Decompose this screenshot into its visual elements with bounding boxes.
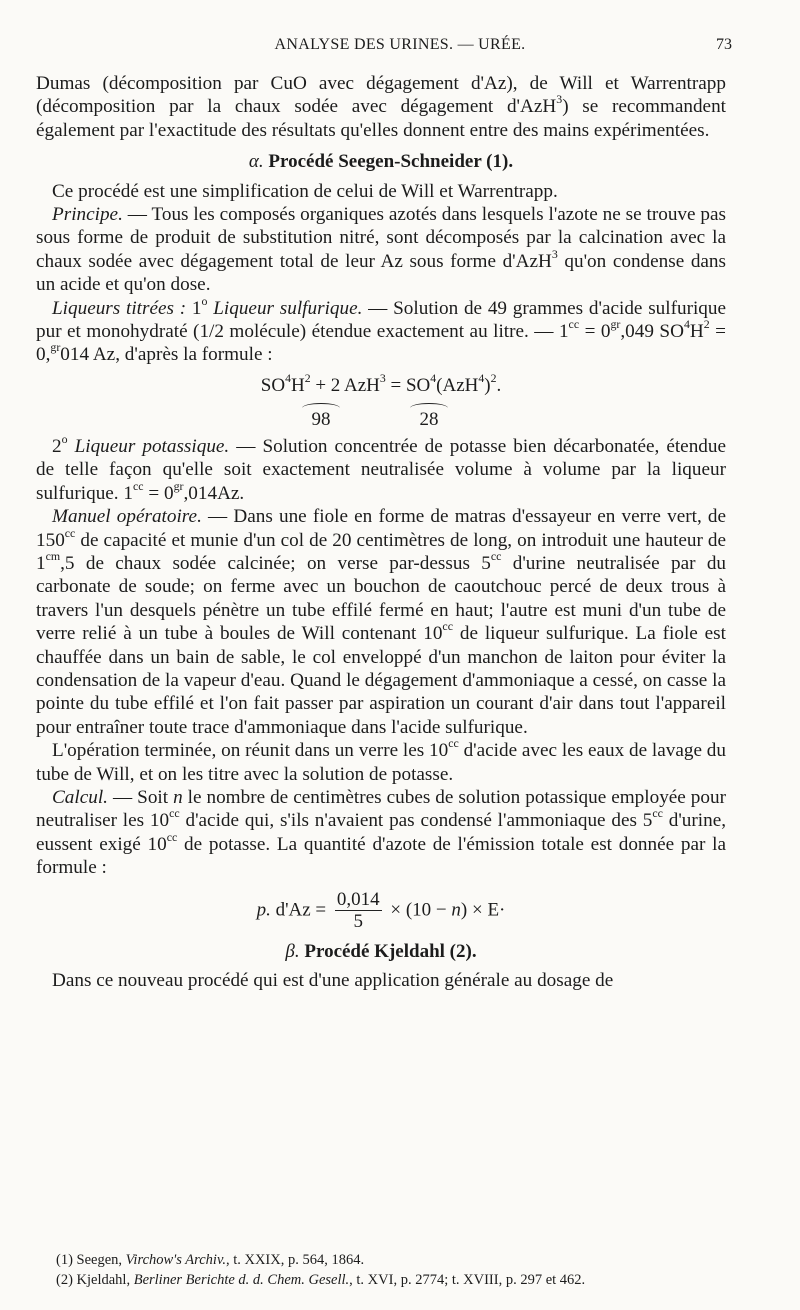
manuel-text-2: de capacité et munie d'un col de 20 centimètres de long, on introduit une hauteur de 1: [36, 529, 726, 574]
liqueurs-sup-3: 4: [683, 317, 690, 332]
liqueurs-text-5: = 0,: [36, 321, 727, 366]
f2-denominator: 5: [353, 910, 364, 932]
principe-text-1: — Tous les composés organiques azotés dans lesquels l'azote ne se trouve pas sous forme de produit de substitution nitré, sont décomposés par la calcination avec la chaux sodée avec dégagement total de leur Az sous forme d'AzH: [36, 204, 726, 272]
formula-sulfate-underbraces: [36, 403, 726, 431]
section-beta-letter: β.: [285, 940, 300, 962]
calcul-sup-3: cc: [166, 829, 178, 844]
f1-b: H: [290, 374, 305, 396]
f2-var-n: n: [451, 898, 461, 920]
manuel-text-3: ,5 de chaux sodée calcinée; on verse par-dessus 5: [60, 552, 491, 574]
principe-label: Principe.: [52, 204, 123, 226]
liqueurs-num: 1: [186, 297, 202, 319]
f1-g: .: [496, 374, 502, 396]
paragraph-operation: [36, 736, 726, 786]
operation-text-2: d'acide avec les eaux de lavage du tube de Will, et on les titre avec la solution de potasse.: [36, 740, 726, 785]
section-alpha-letter: α.: [248, 151, 264, 173]
liqueurs-text-6: 014 Az, d'après la formule :: [60, 344, 273, 366]
manuel-sup-4: cc: [442, 619, 453, 634]
footnote-1-post: , t. XXIX, p. 564, 1864.: [225, 1252, 365, 1268]
liqueurs-num-sup: o: [201, 293, 208, 308]
intro-text-2: ) se recommandent également par l'exactitude des résultats qu'elles donnent entre des mains expérimentées.: [36, 96, 726, 141]
operation-text-1: L'opération terminée, on réunit dans un verre les 10: [52, 740, 449, 762]
calcul-text-4: d'urine, eussent exigé 10: [36, 810, 727, 855]
potassique-text-3: ,014Az.: [183, 482, 245, 504]
paragraph-potassique: [36, 431, 726, 505]
section-beta-title: Procédé Kjeldahl (2).: [304, 940, 477, 962]
potassique-text-2: = 0: [143, 482, 174, 504]
f1-f: ): [484, 374, 491, 396]
potassique-sup-2: gr: [173, 478, 184, 493]
f1-d-sup: 4: [430, 371, 437, 385]
calcul-text-2: le nombre de centimètres cubes de solution potassique employée pour neutraliser les 10: [36, 786, 726, 832]
intro-sup: 3: [556, 92, 563, 107]
underbrace-28: [410, 403, 448, 431]
molar-mass-98: 98: [311, 408, 331, 430]
formula-sulfate: [36, 371, 726, 431]
manuel-text-4: d'urine neutralisée par du carbonate de soude; on ferme avec un bouchon de caoutchouc percé de deux trous à travers l'un desquels pénètre un tube effilé fermé en haut; l'autre est muni d'un tube de verre relié à un tube à boules de Will contenant 10: [36, 552, 727, 645]
calcul-sup-2: cc: [652, 806, 663, 821]
f2-fraction: [335, 890, 382, 932]
liqueurs-sup-2: gr: [610, 317, 621, 332]
footnote-1-pre: (1) Seegen,: [56, 1252, 126, 1268]
manuel-sup-1: cc: [64, 525, 76, 540]
f1-a-sup: 4: [285, 371, 291, 385]
liqueurs-text-4: H: [689, 321, 704, 343]
potassique-sup-1: cc: [133, 478, 144, 493]
manuel-sup-3: cc: [490, 548, 502, 563]
calcul-text-5: de potasse. La quantité d'azote de l'émission totale est donnée par la formule :: [36, 833, 726, 879]
calcul-var-n: n: [173, 786, 183, 808]
potassique-label: Liqueur potassique.: [67, 435, 230, 457]
intro-text-1: Dumas (décomposition par CuO avec dégagement d'Az), de Will et Warrentrapp (décomposition par la chaux sodée avec dégagement d'AzH: [36, 73, 726, 118]
f2-rhs2: ) × E·: [460, 898, 506, 920]
footnote-2-pre: (2) Kjeldahl,: [56, 1272, 134, 1288]
footnote-2-post: , t. XVI, p. 2774; t. XVIII, p. 297 et 462.: [349, 1272, 586, 1288]
f2-lhs2: d'Az =: [270, 898, 331, 920]
principe-sup: 3: [551, 246, 558, 261]
running-title: ANALYSE DES URINES. — URÉE.: [274, 36, 526, 53]
f2-numerator: 0,014: [336, 888, 380, 910]
f2-rhs: × (10 −: [385, 898, 452, 920]
manuel-label: Manuel opératoire.: [52, 506, 202, 528]
calcul-text-3: d'acide qui, s'ils n'avaient pas condensé l'ammoniaque des 5: [179, 810, 653, 832]
formula-sulfate-line: [36, 371, 726, 397]
f2-lhs: p.: [256, 898, 271, 920]
liqueur-sulfurique-label: Liqueur sulfurique.: [207, 297, 363, 319]
liqueurs-text-2: = 0: [579, 321, 611, 343]
intro-paragraph: [36, 72, 726, 142]
paragraph-principe: [36, 203, 726, 297]
f1-d: = SO: [385, 374, 431, 396]
formula-azote: [36, 890, 726, 932]
f1-f-sup: 2: [490, 371, 497, 385]
paragraph-manuel: [36, 505, 726, 739]
footnote-1-journal: Virchow's Archiv.: [125, 1252, 226, 1268]
liqueurs-text-3: ,049 SO: [620, 321, 684, 343]
potassique-num-sup: o: [61, 431, 68, 446]
potassique-num: 2: [52, 435, 62, 457]
liqueurs-label: Liqueurs titrées :: [52, 297, 187, 319]
footnotes: [56, 1250, 744, 1290]
f1-b-sup: 2: [304, 371, 311, 385]
f1-e: (AzH: [436, 374, 479, 396]
f1-a: SO: [260, 374, 286, 396]
f1-c: + 2 AzH: [310, 374, 380, 396]
calcul-label: Calcul.: [52, 786, 108, 808]
section-heading-beta: [36, 940, 726, 963]
manuel-text-5: de liqueur sulfurique. La fiole est chauffée dans un bain de sable, le col enveloppé d'un manchon de laiton pour éviter la condensation de la vapeur d'eau. Quand le dégagement d'ammoniaque a cessé, on casse la pointe du tube effilé et l'on fait passer par aspiration un courant d'air dans tout l'appareil pour entraîner toute trace d'ammoniaque dans l'acide sulfurique.: [36, 623, 726, 738]
footnote-2: [56, 1270, 744, 1290]
paragraph-simplification: Ce procédé est une simplification de celui de Will et Warrentrapp.: [52, 180, 558, 202]
potassique-text-1: — Solution concentrée de potasse bien décarbonatée, étendue de telle façon qu'elle soit exactement neutralisée volume à volume par la liqueur sulfurique. 1: [36, 435, 726, 504]
f1-c-sup: 3: [379, 371, 386, 385]
manuel-sup-2: cm: [45, 548, 61, 563]
liqueurs-sup-4: 2: [703, 317, 710, 332]
principe-text-2: qu'on condense dans un acide et qu'on dose.: [36, 250, 726, 296]
calcul-sup-1: cc: [169, 806, 180, 821]
section-heading-alpha: [36, 150, 726, 173]
liqueurs-text-1: — Solution de 49 grammes d'acide sulfurique pur et monohydraté (1/2 molécule) étendue exactement au litre. — 1: [36, 297, 727, 343]
liqueurs-sup-1: cc: [568, 317, 580, 332]
paragraph-calcul: [36, 786, 726, 880]
f1-e-sup: 4: [478, 371, 485, 385]
section-alpha-title: Procédé Seegen-Schneider (1).: [268, 151, 514, 173]
footnote-1: [56, 1250, 744, 1270]
molar-mass-28: 28: [419, 408, 439, 430]
page-body: [36, 72, 726, 992]
page-number: 73: [716, 36, 732, 53]
footnote-2-journal: Berliner Berichte d. d. Chem. Gesell.: [133, 1272, 350, 1288]
operation-sup: cc: [448, 736, 459, 751]
liqueurs-sup-5: gr: [50, 340, 61, 355]
paragraph-kjeldahl: Dans ce nouveau procédé qui est d'une application générale au dosage de: [52, 970, 614, 991]
calcul-text-1: — Soit: [107, 786, 174, 808]
running-header: [36, 36, 764, 60]
manuel-text-1: — Dans une fiole en forme de matras d'essayeur en verre vert, de 150: [36, 506, 727, 551]
paragraph-liqueurs: [36, 293, 727, 367]
underbrace-98: [302, 403, 340, 431]
